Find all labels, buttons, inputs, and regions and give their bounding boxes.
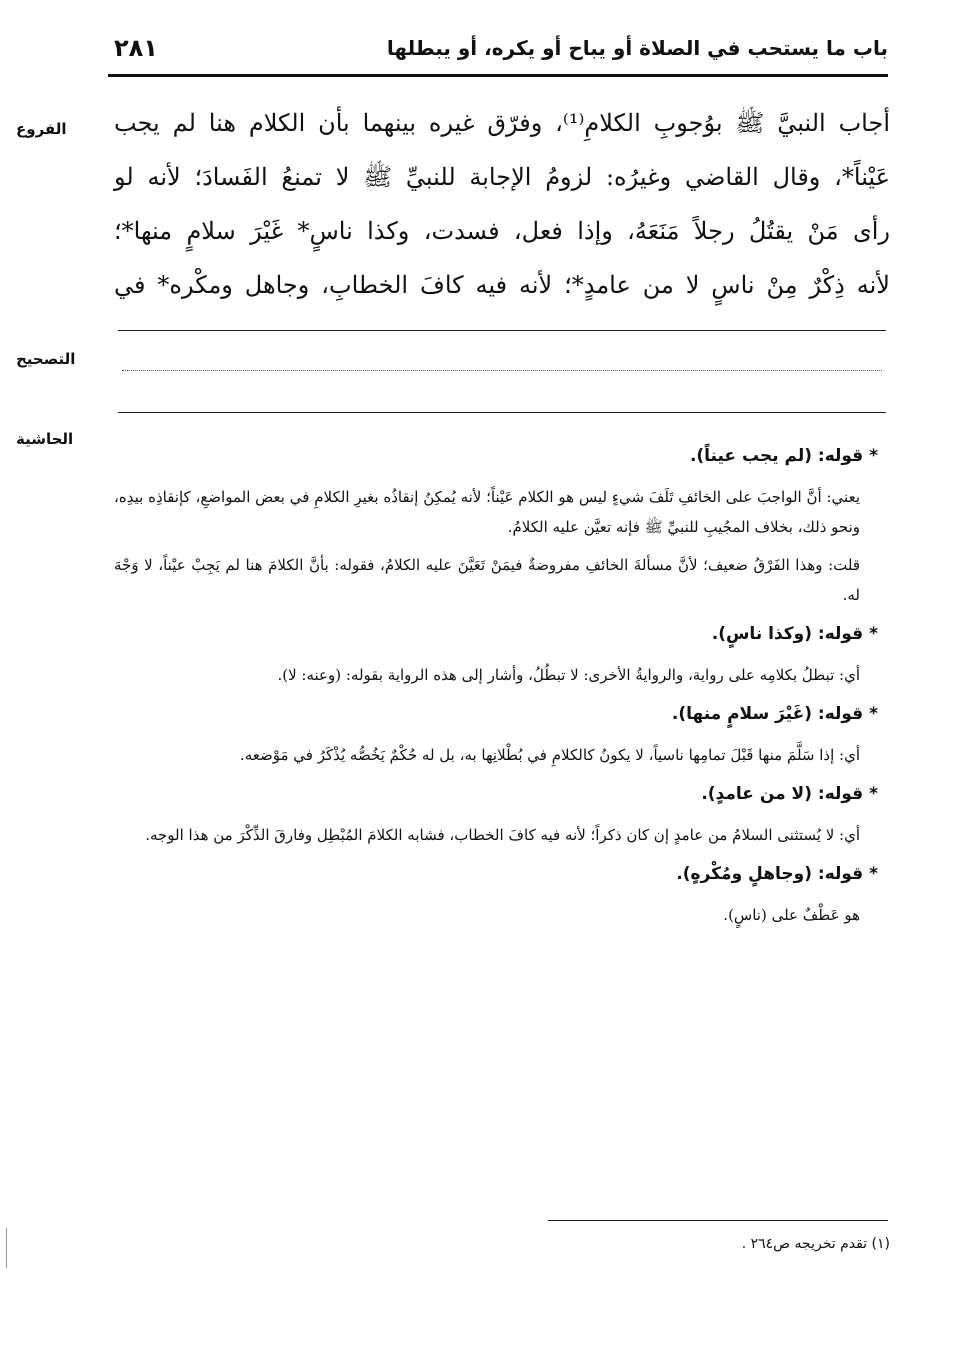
main-line: لأنه ذِكْرٌ مِنْ ناسٍ لا من عامدٍ*؛ لأنه فيه كافَ الخطابِ، وجاهل ومكْره* في (114, 271, 890, 299)
label-tashih: التصحيح (16, 350, 76, 368)
hashiya-heading: * قوله: (لم يجب عيناً). (689, 446, 878, 466)
hashiya-block (114, 432, 886, 938)
hashiya-paragraph: أي: إذا سَلَّمَ منها قَبْلَ تمامِها ناسياً، لا يكونُ كالكلامِ في بُطْلانِها به، بل له حُكْمٌ يَخُصُّه يُذْكَرُ في مَوْضعه. (239, 746, 860, 764)
main-line: عَيْناً*، وقال القاضي وغيرُه: لزومُ الإجابة للنبيِّ ﷺ لا تمنعُ الفَسادَ؛ لأنه لو (114, 163, 890, 191)
hashiya-heading: * قوله: (وجاهلٍ ومُكْرهٍ). (676, 864, 878, 884)
hashiya-paragraph: أي: لا يُستثنى السلامُ من عامدٍ إن كان ذكراً؛ لأنه فيه كافَ الخطاب، فشابه الكلامَ المُبْطِل وفارقَ الذِّكْرَ من هذا الوجه. (145, 826, 860, 844)
hashiya-heading: * قوله: (غَيْرَ سلامٍ منها). (671, 704, 878, 724)
main-line: رأى مَنْ يقتُلُ رجلاً مَنَعَهُ، وإذا فعل، فسدت، وكذا ناسٍ* غَيْرَ سلامٍ منها*؛ (114, 217, 890, 245)
main-line: أجاب النبيَّ ﷺ بوُجوبِ الكلامِ⁽¹⁾، وفرّق غيره بينهما بأن الكلام هنا لم يجب (114, 109, 890, 137)
hashiya-paragraph: هو عَطْفٌ على (ناسٍ). (723, 906, 860, 924)
divider-bottom (118, 412, 886, 413)
label-furu: الفروع (16, 120, 67, 138)
hashiya-paragraph: أي: تبطلُ بكلامِه على رواية، والروايةُ الأخرى: لا تبطُلُ، وأشار إلى هذه الرواية بقوله: (وعنه: لا). (277, 666, 860, 684)
hashiya-heading: * قوله: (وكذا ناسٍ). (711, 624, 878, 644)
hashiya-heading: * قوله: (لا من عامدٍ). (701, 784, 878, 804)
divider-top (118, 330, 886, 331)
footnote-divider (548, 1220, 888, 1221)
page-number: ٢٨١ (114, 34, 158, 62)
tashih-dotted-line (122, 370, 882, 371)
hashiya-paragraph: يعني: أنَّ الواجبَ على الخائفِ تَلَفَ شيءٍ ليس هو الكلام عَيْناً؛ لأنه يُمكِنُ إنقاذُه بغيرِ الكلامِ في بعض المواضعِ، كإنقاذِه بيدِه، ونحو ذلك، بخلاف المجُيبِ للنبيِّ ﷺ فإنه تعيَّن عليه الكلامُ. (114, 488, 860, 536)
main-text-block (114, 96, 890, 312)
hashiya-paragraph: قلت: وهذا الفَرْقُ ضعيف؛ لأنَّ مسألةَ الخائفِ مفروضةٌ فيمَنْ تَعَيَّنَ عليه الكلامُ، فقوله: بأنَّ الكلامَ هنا لم يَجِبْ عيْناً، لا وَجْهَ له. (114, 556, 860, 604)
margin-mark (6, 1228, 7, 1268)
running-head-title: باب ما يستحب في الصلاة أو يباح أو يكره، أو يبطلها (386, 36, 888, 60)
footnote: (١) تقدم تخريجه ص٢٦٤ . (741, 1236, 890, 1252)
running-header (108, 32, 888, 77)
label-hashiya: الحاشية (16, 430, 74, 448)
